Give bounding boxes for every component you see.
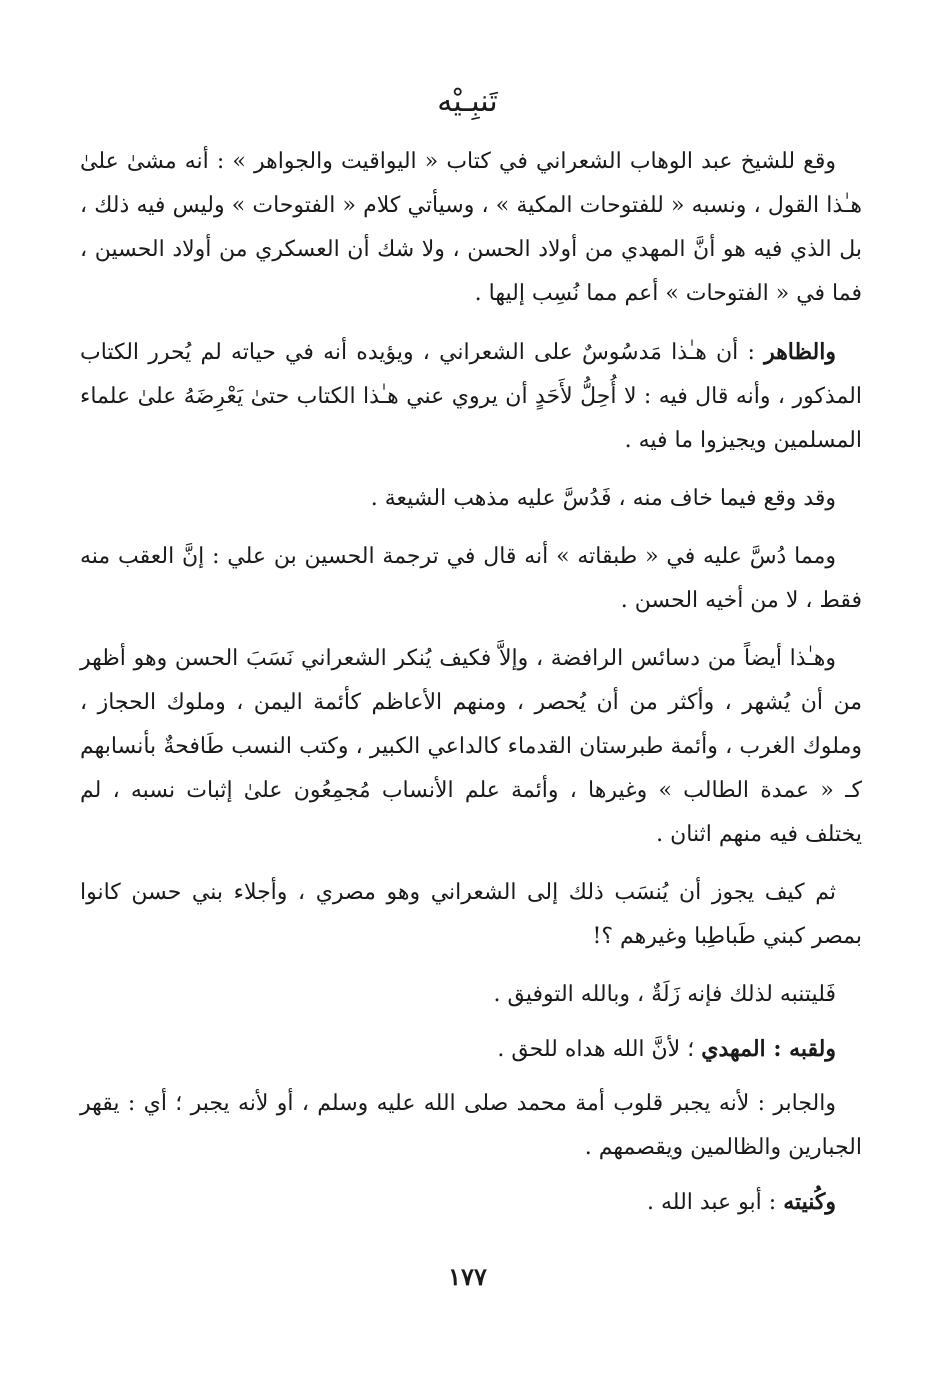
paragraph-3 (80, 477, 862, 521)
paragraph-1-text: وقع للشيخ عبد الوهاب الشعراني في كتاب « اليواقيت والجواهر » : أنه مشىٰ علىٰ هـٰذا القول ، ونسبه « للفتوحات المكية » ، وسيأتي كلام « الفتوحات » وليس فيه ذلك ، بل الذي فيه هو أنَّ المهدي من أولاد الحسن ، ولا شك أن العسكري من أولاد الحسين ، فما في « الفتوحات » أعم مما نُسِب إليها . (80, 149, 862, 306)
paragraph-9 (80, 1082, 862, 1170)
paragraph-10-text: : أبو عبد الله . (647, 1190, 784, 1215)
paragraph-3-text: وقد وقع فيما خاف منه ، فَدُسَّ عليه مذهب الشيعة . (370, 486, 836, 511)
page-heading: تَنبِـيْه (437, 84, 498, 119)
paragraph-6 (80, 871, 862, 959)
paragraph-4-text: ومما دُسَّ عليه في « طبقاته » أنه قال في ترجمة الحسين بن علي : إنَّ العقب منه فقط ، لا من أخيه الحسن . (80, 544, 862, 613)
paragraph-7-text: فَليتنبه لذلك فإنه زَلَةٌ ، وبالله التوفيق . (493, 982, 836, 1007)
paragraph-5-text: وهـٰذا أيضاً من دسائس الرافضة ، وإلاَّ فكيف يُنكر الشعراني نَسَبَ الحسن وهو أظهر من أن يُشهر ، وأكثر من أن يُحصر ، ومنهم الأعاظم كأئمة اليمن ، وملوك الحجاز ، وملوك الغرب ، وأئمة طبرستان القدماء كالداعي الكبير ، وكتب النسب طَافحةٌ بأنسابهم كـ « عمدة الطالب » وغيرها ، وأئمة علم الأنساب مُجمِعُون علىٰ إثبات نسبه ، لم يختلف فيه منهم اثنان . (80, 646, 862, 847)
paragraph-8-lead: ولقبه : المهدي (701, 1036, 836, 1062)
paragraph-2 (80, 330, 862, 463)
paragraph-8 (80, 1027, 862, 1072)
paragraph-10 (80, 1180, 862, 1225)
paragraph-9-text: والجابر : لأنه يجبر قلوب أمة محمد صلى الله عليه وسلم ، أو لأنه يجبر ؛ أي : يقهر الجبارين والظالمين ويقصمهم . (80, 1091, 862, 1160)
body-text (80, 140, 862, 1235)
paragraph-7 (80, 973, 862, 1017)
paragraph-6-text: ثم كيف يجوز أن يُنسَب ذلك إلى الشعراني وهو مصري ، وأجلاء بني حسن كانوا بمصر كبني طَباطِبا وغيرهم ؟! (80, 880, 862, 949)
paragraph-8-text: ؛ لأنَّ الله هداه للحق . (497, 1037, 702, 1062)
paragraph-10-lead: وكُنيته (783, 1189, 836, 1215)
paragraph-2-lead: والظاهر (764, 339, 836, 365)
page-number: ١٧٧ (448, 1262, 487, 1291)
paragraph-2-text: : أن هـٰذا مَدسُوسٌ على الشعراني ، ويؤيده أنه في حياته لم يُحرر الكتاب المذكور ، وأنه قال فيه : لا أُحِلُّ لأَحَدٍ أن يروي عني هـٰذا الكتاب حتىٰ يَعْرِضَهُ علىٰ علماء المسلمين ويجيزوا ما فيه . (80, 340, 862, 453)
paragraph-4 (80, 535, 862, 623)
paragraph-5 (80, 637, 862, 857)
paragraph-1 (80, 140, 862, 316)
